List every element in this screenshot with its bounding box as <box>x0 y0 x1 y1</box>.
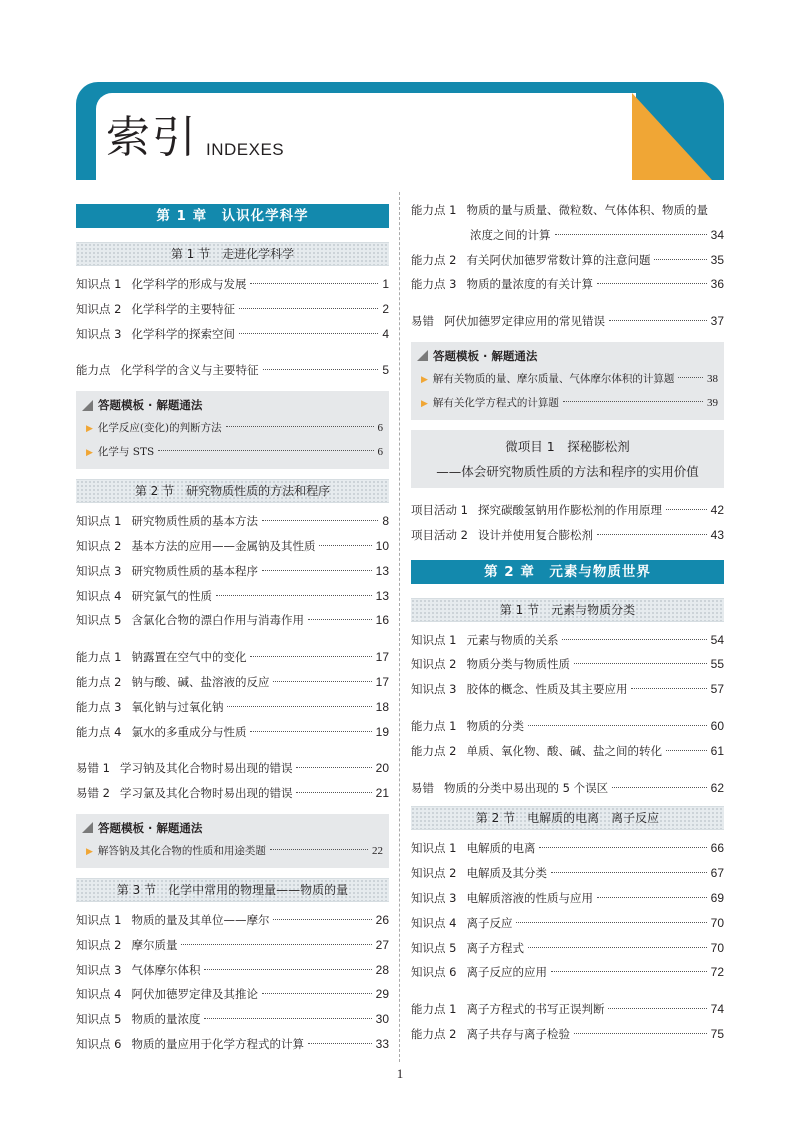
entry-title: 研究物质性质的基本方法 <box>131 514 258 529</box>
toc-entry[interactable] <box>76 272 389 297</box>
toc-entry[interactable] <box>411 997 724 1022</box>
entry-title: 浓度之间的计算 <box>470 227 551 242</box>
entry-title: 离子方程式的书写正误判断 <box>466 1002 605 1017</box>
entry-page: 37 <box>710 314 724 329</box>
micro-project-title: 微项目 1 探秘膨松剂 <box>505 438 630 454</box>
dot-leader <box>555 234 707 235</box>
toc-entry[interactable] <box>76 781 389 806</box>
toc-entry[interactable] <box>411 248 724 273</box>
entry-title: 研究物质性质的基本程序 <box>131 563 258 578</box>
answer-template-box <box>76 814 389 868</box>
entry-title: 有关阿伏加德罗常数计算的注意问题 <box>466 252 651 267</box>
entry-page: 33 <box>375 1036 389 1051</box>
dot-leader <box>539 847 706 848</box>
entry-page: 39 <box>707 396 718 409</box>
dot-leader <box>597 283 707 284</box>
entry-page: 10 <box>375 538 389 553</box>
corner-triangle-icon <box>82 400 93 411</box>
entry-title: 学习钠及其化合物时易出现的错误 <box>119 761 293 776</box>
entry-title: 探究碳酸氢钠用作膨松剂的作用原理 <box>477 502 662 517</box>
entry-title: 单质、氧化物、酸、碱、盐之间的转化 <box>466 743 662 758</box>
triangle-bullet-icon: ▶ <box>421 398 428 409</box>
answer-template-heading: 答题模板 · 解题通法 <box>82 394 383 416</box>
entry-page: 38 <box>707 372 718 385</box>
answer-template-entry[interactable] <box>417 391 718 415</box>
chapter-1-heading: 第 1 章 认识化学科学 <box>76 204 389 228</box>
section-2-1-heading: 第 1 节 元素与物质分类 <box>411 598 724 622</box>
entry-title: 化学科学的探索空间 <box>131 326 235 341</box>
entry-page: 6 <box>377 446 383 459</box>
entry-page: 17 <box>375 674 389 689</box>
dot-leader <box>226 426 374 427</box>
entry-title: 氧化钠与过氧化钠 <box>131 699 224 714</box>
dot-leader <box>597 534 707 535</box>
entry-label: 知识点 2 <box>76 301 122 316</box>
entry-title: 摩尔质量 <box>131 937 178 952</box>
entry-title: 胶体的概念、性质及其主要应用 <box>466 682 628 697</box>
entry-page: 75 <box>710 1026 724 1041</box>
triangle-bullet-icon: ▶ <box>421 374 428 385</box>
entry-label: 能力点 2 <box>411 743 457 758</box>
entry-page: 36 <box>710 277 724 292</box>
toc-entry[interactable] <box>76 695 389 720</box>
entry-title: 学习氯及其化合物时易出现的错误 <box>119 786 293 801</box>
dot-leader <box>181 944 371 945</box>
entry-page: 28 <box>375 962 389 977</box>
answer-template-entry[interactable] <box>82 440 383 464</box>
entry-page: 4 <box>382 326 389 341</box>
toc-entry[interactable] <box>411 309 724 334</box>
answer-template-entry[interactable] <box>82 839 383 863</box>
answer-template-box <box>411 342 724 420</box>
entry-title: 物质的量应用于化学方程式的计算 <box>131 1036 304 1051</box>
dot-leader <box>308 619 372 620</box>
entry-title: 解答钠及其化合物的性质和用途类题 <box>97 844 266 857</box>
dot-leader <box>270 849 368 850</box>
entry-label: 项目活动 2 <box>411 527 468 542</box>
entry-title: 基本方法的应用——金属钠及其性质 <box>131 538 316 553</box>
entry-page: 18 <box>375 699 389 714</box>
dot-leader <box>227 706 371 707</box>
entry-title: 物质的分类中易出现的 5 个误区 <box>444 780 609 795</box>
dot-leader <box>319 545 371 546</box>
entry-label: 知识点 3 <box>411 890 457 905</box>
entry-title: 化学科学的形成与发展 <box>131 277 247 291</box>
toc-entry[interactable] <box>411 523 724 548</box>
entry-title: 化学与 STS <box>97 446 155 459</box>
section-1-3-heading: 第 3 节 化学中常用的物理量——物质的量 <box>76 878 389 902</box>
dot-leader <box>239 333 378 334</box>
section-2-2-heading: 第 2 节 电解质的电离 离子反应 <box>411 806 724 830</box>
entry-title: 电解质及其分类 <box>466 866 547 881</box>
toc-entry[interactable] <box>411 960 724 985</box>
right-column <box>411 198 724 1047</box>
entry-label: 能力点 1 <box>411 1002 457 1017</box>
entry-label: 项目活动 1 <box>411 502 468 517</box>
entry-page: 70 <box>710 940 724 955</box>
entry-label: 知识点 3 <box>76 962 122 977</box>
entry-page: 13 <box>375 588 389 603</box>
toc-entry[interactable] <box>411 714 724 739</box>
toc-entry[interactable] <box>76 584 389 609</box>
toc-entry[interactable] <box>76 756 389 781</box>
entry-title: 物质分类与物质性质 <box>466 657 570 672</box>
toc-entry[interactable] <box>411 677 724 702</box>
entry-page: 5 <box>382 363 389 378</box>
dot-leader <box>528 947 707 948</box>
entry-page: 16 <box>375 613 389 628</box>
dot-leader <box>263 369 379 370</box>
entry-title: 研究氯气的性质 <box>131 588 212 603</box>
toc-entry[interactable] <box>411 911 724 936</box>
dot-leader <box>158 450 373 451</box>
entry-page: 35 <box>710 252 724 267</box>
answer-template-box <box>76 391 389 469</box>
entry-title: 离子方程式 <box>466 940 524 955</box>
entry-label: 能力点 2 <box>76 674 122 689</box>
toc-entry[interactable] <box>411 628 724 653</box>
entry-page: 55 <box>710 657 724 672</box>
entry-title: 设计并使用复合膨松剂 <box>477 527 593 542</box>
entry-title: 元素与物质的关系 <box>466 632 559 647</box>
dot-leader <box>273 681 371 682</box>
answer-template-heading: 答题模板 · 解题通法 <box>82 817 383 839</box>
entry-label: 易错 1 <box>76 761 110 776</box>
toc-entry[interactable] <box>76 509 389 534</box>
dot-leader <box>273 919 371 920</box>
dot-leader <box>562 639 706 640</box>
entry-page: 43 <box>710 527 724 542</box>
page-subtitle: INDEXES <box>206 140 285 159</box>
entry-label: 知识点 1 <box>411 632 457 647</box>
entry-label: 易错 <box>411 314 434 329</box>
entry-title: 电解质的电离 <box>466 841 536 856</box>
entry-label: 知识点 2 <box>411 657 457 672</box>
chapter-2-heading: 第 2 章 元素与物质世界 <box>411 560 724 584</box>
dot-leader <box>612 787 707 788</box>
entry-title: 阿伏加德罗定律应用的常见错误 <box>444 314 605 329</box>
answer-template-heading: 答题模板 · 解题通法 <box>417 345 718 367</box>
corner-triangle-icon <box>82 822 93 833</box>
toc-entry[interactable] <box>411 861 724 886</box>
entry-label: 知识点 5 <box>76 613 122 628</box>
entry-label: 知识点 5 <box>76 1012 122 1027</box>
entry-page: 27 <box>375 937 389 952</box>
entry-page: 2 <box>382 301 389 316</box>
entry-label: 知识点 5 <box>411 940 457 955</box>
entry-title: 物质的量浓度 <box>131 1012 201 1027</box>
micro-project-subtitle: ——体会研究物质性质的方法和程序的实用价值 <box>436 463 699 479</box>
entry-title: 钠露置在空气中的变化 <box>131 650 247 665</box>
dot-leader <box>308 1043 372 1044</box>
entry-page: 8 <box>382 514 389 529</box>
entry-title: 阿伏加德罗定律及其推论 <box>131 987 258 1002</box>
entry-label: 能力点 1 <box>411 203 457 217</box>
toc-entry[interactable] <box>76 1032 389 1057</box>
dot-leader <box>678 377 703 378</box>
dot-leader <box>250 656 371 657</box>
entry-label: 能力点 3 <box>76 699 122 714</box>
dot-leader <box>551 971 707 972</box>
entry-label: 知识点 2 <box>76 538 122 553</box>
entry-title: 物质的分类 <box>466 718 524 733</box>
toc-entry[interactable] <box>76 958 389 983</box>
toc-entry-continuation[interactable] <box>411 223 724 248</box>
entry-label: 易错 2 <box>76 786 110 801</box>
entry-page: 57 <box>710 682 724 697</box>
answer-template-entry[interactable] <box>417 367 718 391</box>
toc-entry[interactable] <box>411 739 724 764</box>
dot-leader <box>216 595 372 596</box>
entry-page: 67 <box>710 866 724 881</box>
entry-title: 含氯化合物的漂白作用与消毒作用 <box>131 613 304 628</box>
entry-page: 13 <box>375 563 389 578</box>
entry-page: 34 <box>710 227 724 242</box>
entry-page: 69 <box>710 890 724 905</box>
dot-leader <box>296 767 371 768</box>
entry-page: 20 <box>375 761 389 776</box>
toc-entry[interactable] <box>76 608 389 633</box>
answer-template-entry[interactable] <box>82 416 383 440</box>
entry-title: 离子反应的应用 <box>466 965 547 980</box>
entry-label: 易错 <box>411 780 434 795</box>
entry-page: 61 <box>710 743 724 758</box>
entry-label: 知识点 1 <box>76 912 122 927</box>
entry-page: 60 <box>710 718 724 733</box>
corner-triangle-icon <box>417 350 428 361</box>
toc-entry[interactable] <box>76 670 389 695</box>
toc-entry[interactable] <box>411 498 724 523</box>
toc-entry[interactable] <box>76 322 389 347</box>
entry-page: 1 <box>382 277 389 291</box>
entry-label: 能力点 2 <box>411 1026 457 1041</box>
entry-label: 知识点 3 <box>411 682 457 697</box>
dot-leader <box>516 922 706 923</box>
toc-entry[interactable] <box>76 358 389 383</box>
dot-leader <box>574 1033 707 1034</box>
entry-title: 钠与酸、碱、盐溶液的反应 <box>131 674 270 689</box>
toc-entry[interactable] <box>76 534 389 559</box>
dot-leader <box>250 731 371 732</box>
entry-label: 能力点 2 <box>411 252 457 267</box>
dot-leader <box>666 750 707 751</box>
entry-title: 解有关化学方程式的计算题 <box>432 396 559 409</box>
entry-label: 知识点 3 <box>76 326 122 341</box>
dot-leader <box>528 725 707 726</box>
dot-leader <box>597 897 707 898</box>
section-1-2-heading: 第 2 节 研究物质性质的方法和程序 <box>76 479 389 503</box>
toc-entry[interactable] <box>76 720 389 745</box>
dot-leader <box>654 259 706 260</box>
triangle-bullet-icon: ▶ <box>86 424 93 435</box>
dot-leader <box>631 688 706 689</box>
toc-entry[interactable] <box>411 1022 724 1047</box>
dot-leader <box>574 663 707 664</box>
toc-entry[interactable] <box>411 886 724 911</box>
entry-page: 30 <box>375 1012 389 1027</box>
toc-entry[interactable] <box>411 936 724 961</box>
entry-title: 化学科学的主要特征 <box>131 301 235 316</box>
dot-leader <box>204 1018 371 1019</box>
entry-title: 化学科学的含义与主要特征 <box>120 363 259 378</box>
toc-entry[interactable] <box>411 836 724 861</box>
page-title: 索引 <box>106 112 198 163</box>
entry-label: 知识点 1 <box>411 841 457 856</box>
dot-leader <box>296 792 371 793</box>
entry-label: 知识点 4 <box>76 987 122 1002</box>
entry-page: 72 <box>710 965 724 980</box>
column-divider <box>399 192 400 1062</box>
entry-page: 22 <box>372 844 383 857</box>
entry-title: 物质的量与质量、微粒数、气体体积、物质的量 <box>466 203 708 217</box>
entry-label: 能力点 1 <box>76 650 122 665</box>
toc-entry[interactable] <box>411 272 724 297</box>
entry-page: 26 <box>375 912 389 927</box>
entry-page: 70 <box>710 915 724 930</box>
dot-leader <box>262 570 372 571</box>
entry-page: 42 <box>710 502 724 517</box>
entry-page: 17 <box>375 650 389 665</box>
dot-leader <box>250 283 378 284</box>
toc-entry[interactable] <box>76 982 389 1007</box>
entry-title: 解有关物质的量、摩尔质量、气体摩尔体积的计算题 <box>432 372 675 385</box>
entry-label: 知识点 1 <box>76 277 122 291</box>
dot-leader <box>608 1008 706 1009</box>
entry-title: 离子共存与离子检验 <box>466 1026 570 1041</box>
entry-title: 电解质溶液的性质与应用 <box>466 890 593 905</box>
entry-page: 19 <box>375 724 389 739</box>
entry-label: 能力点 4 <box>76 724 122 739</box>
entry-page: 62 <box>710 780 724 795</box>
entry-label: 知识点 3 <box>76 563 122 578</box>
toc-entry[interactable] <box>76 933 389 958</box>
toc-entry[interactable] <box>76 1007 389 1032</box>
entry-page: 29 <box>375 987 389 1002</box>
entry-title: 气体摩尔体积 <box>131 962 201 977</box>
dot-leader <box>262 993 372 994</box>
entry-page: 6 <box>377 422 383 435</box>
toc-entry[interactable] <box>76 559 389 584</box>
entry-title: 化学反应(变化)的判断方法 <box>97 422 222 435</box>
dot-leader <box>239 308 378 309</box>
entry-label: 能力点 1 <box>411 718 457 733</box>
dot-leader <box>609 320 707 321</box>
entry-label: 能力点 3 <box>411 277 457 292</box>
dot-leader <box>551 872 707 873</box>
entry-page: 54 <box>710 632 724 647</box>
entry-page: 21 <box>375 786 389 801</box>
toc-entry[interactable] <box>411 652 724 677</box>
triangle-bullet-icon: ▶ <box>86 846 93 857</box>
entry-page: 74 <box>710 1002 724 1017</box>
entry-label: 能力点 <box>76 363 111 378</box>
entry-label: 知识点 4 <box>76 588 122 603</box>
dot-leader <box>666 509 707 510</box>
toc-entry[interactable] <box>76 645 389 670</box>
entry-title: 物质的量浓度的有关计算 <box>466 277 593 292</box>
entry-title: 离子反应 <box>466 915 513 930</box>
left-column <box>76 204 389 1057</box>
dot-leader <box>563 401 703 402</box>
dot-leader <box>262 520 378 521</box>
entry-title: 物质的量及其单位——摩尔 <box>131 912 270 927</box>
section-1-1-heading: 第 1 节 走进化学科学 <box>76 242 389 266</box>
entry-label: 知识点 4 <box>411 915 457 930</box>
micro-project-heading <box>411 430 724 488</box>
entry-page: 66 <box>710 841 724 856</box>
entry-label: 知识点 2 <box>411 866 457 881</box>
triangle-bullet-icon: ▶ <box>86 448 93 459</box>
entry-label: 知识点 6 <box>76 1036 122 1051</box>
toc-entry[interactable] <box>76 297 389 322</box>
toc-entry[interactable] <box>76 908 389 933</box>
toc-entry[interactable] <box>411 776 724 801</box>
toc-entry[interactable] <box>411 198 724 223</box>
dot-leader <box>204 969 371 970</box>
entry-title: 氯水的多重成分与性质 <box>131 724 247 739</box>
entry-label: 知识点 2 <box>76 937 122 952</box>
entry-label: 知识点 1 <box>76 514 122 529</box>
page-number: 1 <box>396 1066 404 1081</box>
entry-label: 知识点 6 <box>411 965 457 980</box>
